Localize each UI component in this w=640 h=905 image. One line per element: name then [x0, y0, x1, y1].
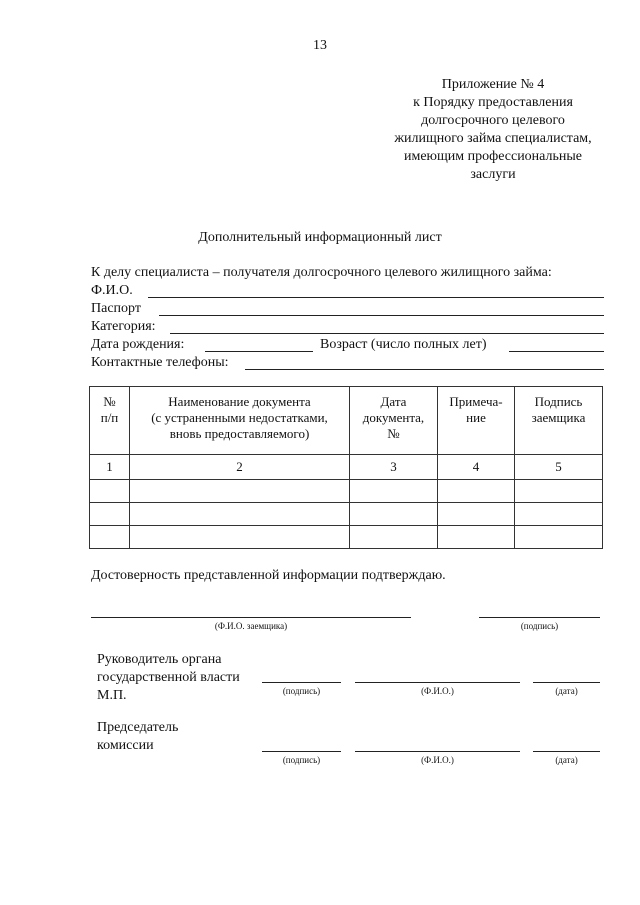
borrower-signature-caption: (подпись) — [520, 621, 559, 631]
table-cell[interactable] — [438, 526, 515, 549]
documents-table — [89, 386, 603, 549]
passport-line[interactable] — [159, 301, 604, 316]
document-title: Дополнительный информационный лист — [198, 230, 442, 245]
appendix-line: долгосрочного целевого — [421, 113, 565, 128]
head-name-line[interactable] — [355, 682, 520, 683]
table-row — [90, 480, 603, 503]
passport-label: Паспорт — [91, 301, 141, 316]
head-signature-line[interactable] — [262, 682, 341, 683]
category-line[interactable] — [170, 319, 604, 334]
birth-date-label: Дата рождения: — [91, 337, 185, 352]
table-cell[interactable] — [515, 526, 603, 549]
table-cell[interactable] — [350, 480, 438, 503]
column-number: 3 — [350, 455, 438, 480]
head-date-caption: (дата) — [555, 686, 578, 696]
page-number: 13 — [313, 38, 327, 53]
head-date-line[interactable] — [533, 682, 600, 683]
chair-date-line[interactable] — [533, 751, 600, 752]
table-cell[interactable] — [438, 480, 515, 503]
header-number: № п/п — [90, 387, 130, 455]
header-note: Примеча- ние — [438, 387, 515, 455]
head-signature-caption: (подпись) — [282, 686, 321, 696]
intro-text: К делу специалиста – получателя долгосрочного целевого жилищного займа: — [91, 265, 552, 280]
age-line[interactable] — [509, 337, 604, 352]
appendix-line: жилищного займа специалистам, — [394, 131, 592, 146]
birth-date-line[interactable] — [205, 337, 313, 352]
phones-label: Контактные телефоны: — [91, 355, 229, 370]
table-cell[interactable] — [90, 526, 130, 549]
table-cell[interactable] — [438, 503, 515, 526]
column-number: 5 — [515, 455, 603, 480]
borrower-name-line[interactable] — [91, 617, 411, 618]
chair-name-caption: (Ф.И.О.) — [421, 755, 454, 765]
category-row — [91, 319, 605, 337]
phones-row — [91, 355, 605, 373]
confirmation-text: Достоверность представленной информации подтверждаю. — [91, 568, 446, 583]
appendix-line: имеющим профессиональные — [403, 149, 582, 164]
table-cell[interactable] — [350, 503, 438, 526]
chair-date-caption: (дата) — [555, 755, 578, 765]
appendix-header — [340, 76, 640, 184]
header-borrower-signature: Подпись заемщика — [515, 387, 603, 455]
table-cell[interactable] — [90, 480, 130, 503]
table-cell[interactable] — [515, 503, 603, 526]
chair-signature-caption: (подпись) — [282, 755, 321, 765]
table-cell[interactable] — [90, 503, 130, 526]
table-row — [90, 526, 603, 549]
appendix-line: к Порядку предоставления — [413, 95, 573, 110]
table-header-row — [90, 387, 603, 455]
chair-name-line[interactable] — [355, 751, 520, 752]
table-row — [90, 503, 603, 526]
column-number: 1 — [90, 455, 130, 480]
header-document-name: Наименование документа (с устраненными недостатками, вновь предоставляемого) — [130, 387, 350, 455]
chair-label: Председатель комиссии — [97, 720, 179, 753]
head-name-caption: (Ф.И.О.) — [421, 686, 454, 696]
fio-line[interactable] — [148, 283, 604, 298]
head-label: Руководитель органа государственной власти М.П. — [97, 652, 240, 703]
table-cell[interactable] — [350, 526, 438, 549]
column-number: 4 — [438, 455, 515, 480]
fio-row — [91, 283, 605, 301]
table-cell[interactable] — [515, 480, 603, 503]
table-cell[interactable] — [130, 526, 350, 549]
passport-row — [91, 301, 605, 319]
appendix-line: Приложение № 4 — [441, 77, 545, 92]
birth-age-row — [91, 337, 605, 355]
appendix-line: заслуги — [470, 167, 516, 182]
table-cell[interactable] — [130, 480, 350, 503]
category-label: Категория: — [91, 319, 156, 334]
borrower-name-caption: (Ф.И.О. заемщика) — [214, 621, 288, 631]
header-document-date: Дата документа, № — [350, 387, 438, 455]
phones-line[interactable] — [245, 355, 604, 370]
table-cell[interactable] — [130, 503, 350, 526]
age-label: Возраст (число полных лет) — [320, 337, 487, 352]
borrower-signature-line[interactable] — [479, 617, 600, 618]
column-number: 2 — [130, 455, 350, 480]
column-numbers-row — [90, 455, 603, 480]
chair-signature-line[interactable] — [262, 751, 341, 752]
fio-label: Ф.И.О. — [91, 283, 133, 298]
